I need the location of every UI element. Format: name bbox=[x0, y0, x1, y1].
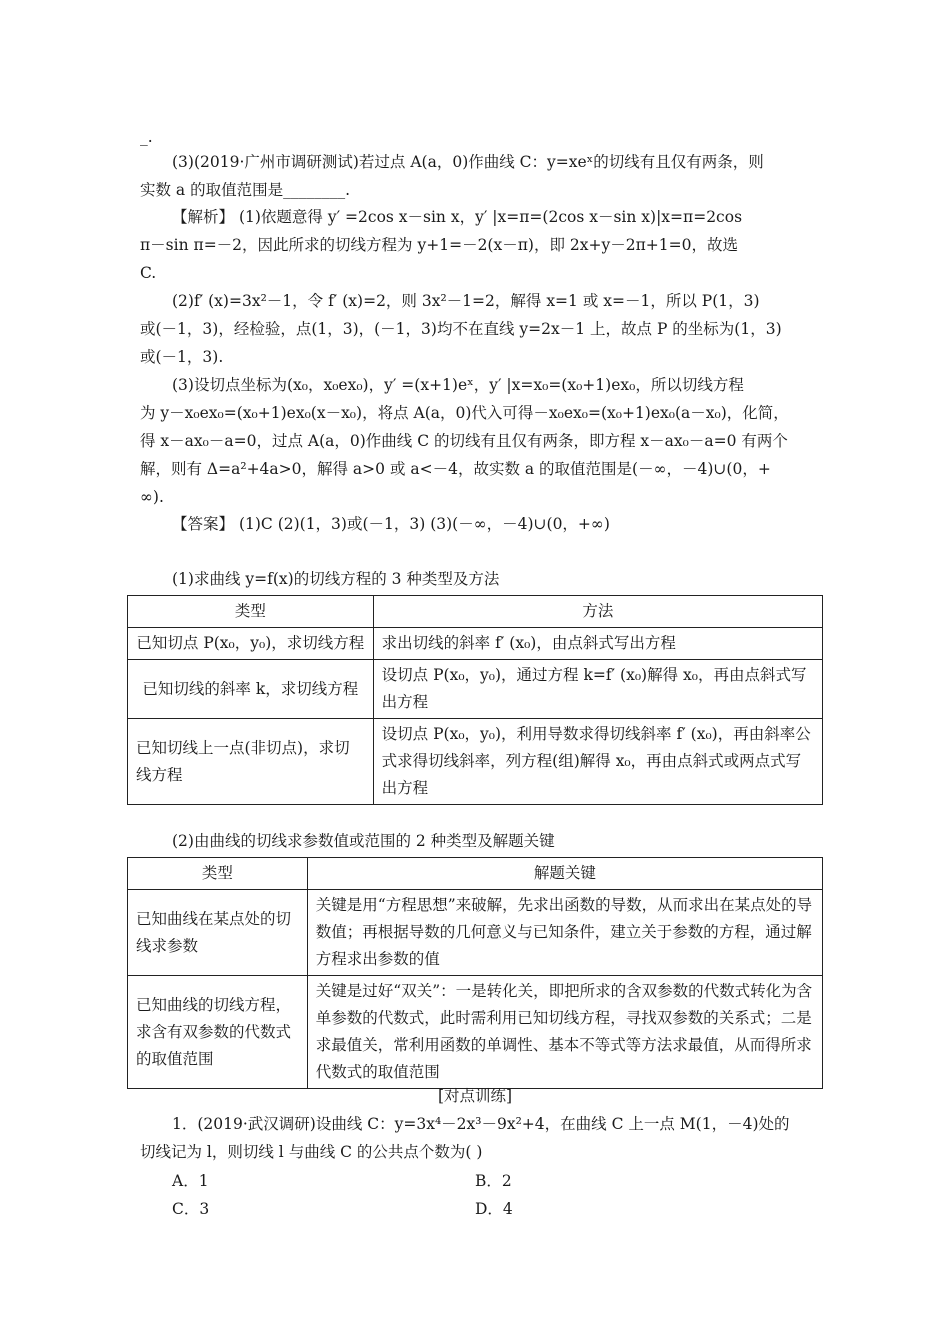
analysis-line11: ∞). bbox=[140, 488, 164, 506]
table-header-cell: 类型 bbox=[128, 596, 374, 628]
analysis-line2: π－sin π=－2，因此所求的切线方程为 y+1=－2(x－π)，即 2x+y－2π+1=0，故选 bbox=[140, 236, 738, 254]
table-header-cell: 类型 bbox=[128, 858, 308, 890]
answer-label: 【答案】 bbox=[172, 515, 235, 533]
option-b: B．2 bbox=[475, 1172, 512, 1190]
problem3-line1: (3)(2019·广州市调研测试)若过点 A(a，0)作曲线 C：y=xeˣ的切线有且仅有两条，则 bbox=[172, 153, 764, 171]
analysis-line6: 或(－1，3). bbox=[140, 348, 224, 366]
table-cell: 求出切线的斜率 f′ (x₀)，由点斜式写出方程 bbox=[373, 628, 822, 660]
table-row bbox=[128, 628, 823, 660]
table-header-cell: 方法 bbox=[373, 596, 822, 628]
training-title: [对点训练] bbox=[437, 1087, 513, 1105]
analysis-text: (1)依题意得 y′ =2cos x－sin x，y′ |x=π=(2cos x－sin x)|x=π=2cos bbox=[238, 208, 743, 226]
table-cell: 已知切线的斜率 k，求切线方程 bbox=[128, 660, 374, 719]
table-cell: 已知切点 P(x₀，y₀)，求切线方程 bbox=[128, 628, 374, 660]
analysis-line1 bbox=[172, 206, 852, 228]
analysis-line5: 或(－1，3)，经检验，点(1，3)，(－1，3)均不在直线 y=2x－1 上，故点 P 的坐标为(1，3) bbox=[140, 320, 782, 338]
table-cell: 关键是用“方程思想”来破解，先求出函数的导数，从而求出在某点处的导数值；再根据导数的几何意义与已知条件，建立关于参数的方程，通过解方程求出参数的值 bbox=[307, 890, 822, 976]
table-row bbox=[128, 976, 823, 1089]
top-fragment: _. bbox=[140, 128, 153, 146]
table-cell: 已知曲线的切线方程，求含有双参数的代数式的取值范围 bbox=[128, 976, 308, 1089]
table-row bbox=[128, 719, 823, 805]
analysis-line10: 解，则有 Δ=a²+4a>0，解得 a>0 或 a<－4，故实数 a 的取值范围是(－∞，－4)∪(0，+ bbox=[140, 460, 771, 478]
option-a: A．1 bbox=[172, 1172, 209, 1190]
answer-text: (1)C (2)(1，3)或(－1，3) (3)(－∞，－4)∪(0，+∞) bbox=[238, 515, 610, 533]
table-row bbox=[128, 890, 823, 976]
table-header-row bbox=[128, 858, 823, 890]
analysis-line9: 得 x－ax₀－a=0，过点 A(a，0)作曲线 C 的切线有且仅有两条，即方程 x－ax₀－a=0 有两个 bbox=[140, 432, 788, 450]
table-row bbox=[128, 660, 823, 719]
analysis-line4: (2)f′ (x)=3x²－1，令 f′ (x)=2，则 3x²－1=2，解得 x=1 或 x=－1，所以 P(1，3) bbox=[172, 292, 760, 310]
table1-caption: (1)求曲线 y=f(x)的切线方程的 3 种类型及方法 bbox=[172, 570, 500, 588]
table2-caption: (2)由曲线的切线求参数值或范围的 2 种类型及解题关键 bbox=[172, 832, 555, 850]
table-header-cell: 解题关键 bbox=[307, 858, 822, 890]
question1-line2: 切线记为 l，则切线 l 与曲线 C 的公共点个数为( ) bbox=[140, 1143, 483, 1161]
table-header-row bbox=[128, 596, 823, 628]
problem3-line2: 实数 a 的取值范围是________. bbox=[140, 181, 351, 199]
table-cell: 设切点 P(x₀，y₀)，利用导数求得切线斜率 f′ (x₀)，再由斜率公式求得切线斜率，列方程(组)解得 x₀，再由点斜式或两点式写出方程 bbox=[373, 719, 822, 805]
analysis-label: 【解析】 bbox=[172, 208, 235, 226]
option-c: C．3 bbox=[172, 1200, 210, 1218]
analysis-line3: C. bbox=[140, 264, 157, 282]
table-cell: 设切点 P(x₀，y₀)，通过方程 k=f′ (x₀)解得 x₀，再由点斜式写出方程 bbox=[373, 660, 822, 719]
option-d: D．4 bbox=[475, 1200, 513, 1218]
table-cell: 已知曲线在某点处的切线求参数 bbox=[128, 890, 308, 976]
tangent-types-table bbox=[127, 595, 823, 805]
table-cell: 已知切线上一点(非切点)，求切线方程 bbox=[128, 719, 374, 805]
parameter-types-table bbox=[127, 857, 823, 1089]
analysis-line8: 为 y－x₀ex₀=(x₀+1)ex₀(x－x₀)，将点 A(a，0)代入可得－x₀ex₀=(x₀+1)ex₀(a－x₀)，化简， bbox=[140, 404, 789, 422]
answer-line bbox=[172, 513, 852, 535]
question1-line1: 1．(2019·武汉调研)设曲线 C：y=3x⁴－2x³－9x²+4，在曲线 C 上一点 M(1，－4)处的 bbox=[172, 1115, 790, 1133]
analysis-line7: (3)设切点坐标为(x₀，x₀ex₀)，y′ =(x+1)eˣ，y′ |x=x₀=(x₀+1)ex₀，所以切线方程 bbox=[172, 376, 744, 394]
table-cell: 关键是过好“双关”：一是转化关，即把所求的含双参数的代数式转化为含单参数的代数式，此时需利用已知切线方程，寻找双参数的关系式；二是求最值关，常利用函数的单调性、基本不等式等方法求最值，从而得所求代数式的取值范围 bbox=[307, 976, 822, 1089]
